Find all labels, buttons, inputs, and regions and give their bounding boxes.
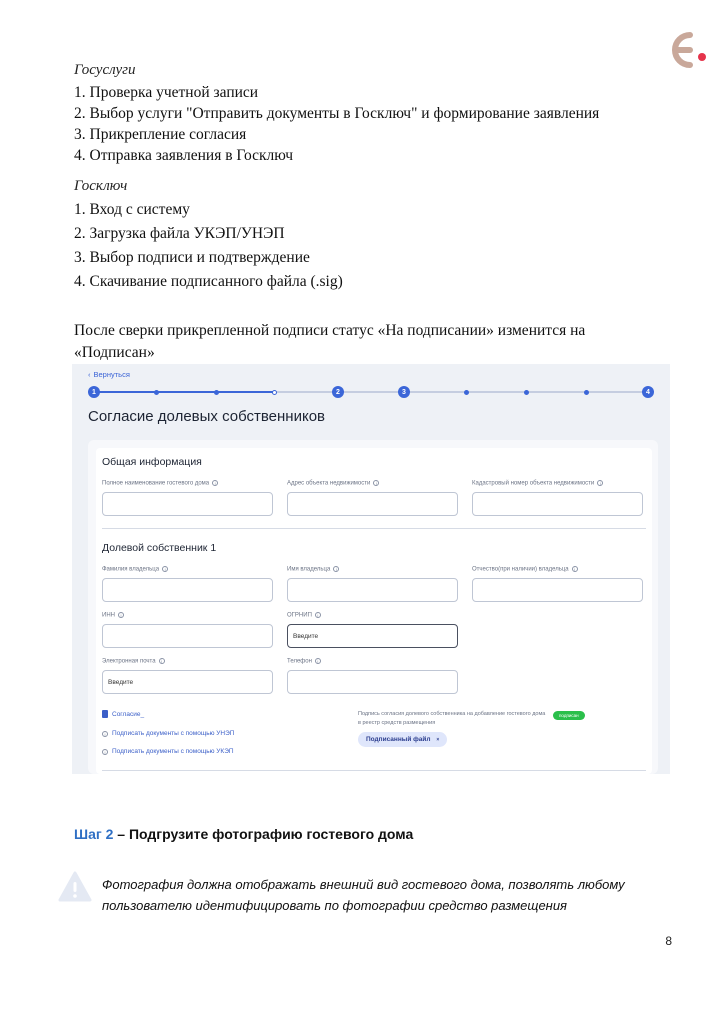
- gosuslugi-title: Госуслуги: [74, 62, 136, 78]
- warning-icon: [58, 870, 92, 904]
- info-icon: i: [159, 658, 165, 664]
- info-icon: i: [315, 612, 321, 618]
- gosuslugi-steps: [74, 82, 599, 166]
- company-logo-icon: [660, 26, 708, 74]
- step2-heading: [74, 826, 413, 842]
- info-icon: i: [118, 612, 124, 618]
- substep-dot: [524, 390, 529, 395]
- list-item: 3. Выбор подписи и подтверждение: [74, 249, 310, 266]
- list-item: 2. Загрузка файла УКЭП/УНЭП: [74, 225, 285, 242]
- goskey-title: Госключ: [74, 178, 128, 194]
- field-label: Имя владельца i: [287, 566, 339, 573]
- general-heading: Общая информация: [102, 456, 202, 468]
- document-icon: [102, 710, 108, 718]
- info-icon: i: [333, 566, 339, 572]
- status-badge: подписан: [553, 711, 585, 720]
- sign-unep-label: Подписать документы с помощью УНЭП: [112, 730, 235, 737]
- field-label: Фамилия владельца i: [102, 566, 168, 573]
- field-label: Полное наименование гостевого дома i: [102, 480, 218, 487]
- form-panel: [88, 440, 658, 774]
- info-icon: i: [102, 749, 108, 755]
- inn-input[interactable]: [102, 624, 273, 648]
- field-label: ОГРНИП i: [287, 612, 321, 619]
- form-title: Согласие долевых собственников: [88, 408, 326, 425]
- field-label: Адрес объекта недвижимости i: [287, 480, 379, 487]
- substep-dot: [272, 390, 277, 395]
- info-icon: i: [315, 658, 321, 664]
- list-item: 1. Проверка учетной записи: [74, 84, 259, 101]
- field-label: Отчество(при наличии) владельца i: [472, 566, 578, 573]
- owner-heading: Долевой собственник 1: [102, 542, 217, 554]
- field-label: Телефон i: [287, 658, 321, 665]
- info-icon: i: [212, 480, 218, 486]
- step2-prefix: Шаг 2: [74, 826, 114, 842]
- sign-ukep-label: Подписать документы с помощью УКЭП: [112, 748, 234, 755]
- step-4[interactable]: 4: [642, 386, 654, 398]
- chevron-left-icon: ‹: [88, 370, 91, 379]
- signed-file-label: Подписанный файл: [366, 736, 431, 743]
- field-label: Электронная почта i: [102, 658, 165, 665]
- list-item: 3. Прикрепление согласия: [74, 126, 247, 143]
- divider: [102, 770, 646, 771]
- signature-description: Подпись согласия долевого собственника на добавление гостевого дома в реестр средств размещения: [358, 711, 546, 726]
- address-input[interactable]: [287, 492, 458, 516]
- substep-dot: [464, 390, 469, 395]
- form-card: [96, 448, 652, 774]
- step-2[interactable]: 2: [332, 386, 344, 398]
- phone-input[interactable]: [287, 670, 458, 694]
- list-item: 2. Выбор услуги "Отправить документы в Госключ" и формирование заявления: [74, 105, 600, 122]
- email-input[interactable]: Введите: [102, 670, 273, 694]
- list-item: 1. Вход с систему: [74, 201, 190, 218]
- page-number: 8: [665, 934, 672, 948]
- step-3[interactable]: 3: [398, 386, 410, 398]
- sign-unep-link[interactable]: [102, 730, 234, 737]
- step-1[interactable]: 1: [88, 386, 100, 398]
- info-icon: i: [102, 731, 108, 737]
- goskey-steps: [74, 198, 343, 294]
- status-paragraph: После сверки прикрепленной подписи статус «На подписании» изменится на «Подписан»: [74, 322, 586, 361]
- cadastral-number-input[interactable]: [472, 492, 643, 516]
- first-name-input[interactable]: [287, 578, 458, 602]
- photo-note: Фотография должна отображать внешний вид гостевого дома, позволять любому пользователю идентифицировать по фотографии средство размещения: [102, 877, 625, 913]
- patronymic-input[interactable]: [472, 578, 643, 602]
- substep-dot: [214, 390, 219, 395]
- divider: [102, 528, 646, 529]
- list-item: 4. Скачивание подписанного файла (.sig): [74, 273, 343, 290]
- list-item: 4. Отправка заявления в Госключ: [74, 147, 294, 164]
- stepper: [88, 386, 656, 398]
- substep-dot: [584, 390, 589, 395]
- sign-ukep-link[interactable]: [102, 748, 234, 755]
- consent-link-label: Согласие_: [112, 710, 145, 718]
- close-icon[interactable]: ×: [436, 737, 440, 743]
- ogrnip-input[interactable]: Введите: [287, 624, 458, 648]
- info-icon: i: [373, 480, 379, 486]
- guesthouse-name-input[interactable]: [102, 492, 273, 516]
- info-icon: i: [597, 480, 603, 486]
- info-icon: i: [572, 566, 578, 572]
- back-link[interactable]: [88, 370, 130, 379]
- last-name-input[interactable]: [102, 578, 273, 602]
- consent-link[interactable]: [102, 710, 144, 718]
- field-label: ИНН i: [102, 612, 124, 619]
- form-screenshot: [72, 364, 670, 774]
- substep-dot: [154, 390, 159, 395]
- step2-text: Подгрузите фотографию гостевого дома: [128, 826, 414, 842]
- signed-file-chip[interactable]: [358, 732, 447, 747]
- back-label: Вернуться: [93, 370, 130, 379]
- field-label: Кадастровый номер объекта недвижимости i: [472, 480, 603, 487]
- info-icon: i: [162, 566, 168, 572]
- step2-dash: –: [113, 826, 129, 842]
